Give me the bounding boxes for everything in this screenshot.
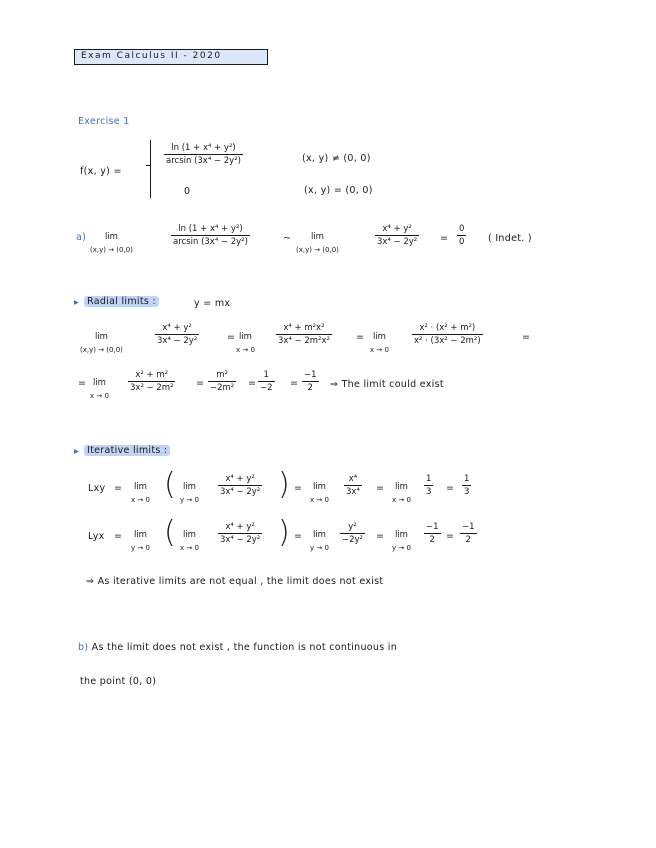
limit-operator: lim bbox=[394, 530, 408, 540]
limit-subscript: x → 0 bbox=[90, 392, 109, 400]
lxy-fraction bbox=[218, 474, 262, 497]
part-a-limit2 bbox=[296, 232, 339, 254]
radial-conclusion: ⇒ The limit could exist bbox=[330, 379, 444, 390]
fraction-numerator: x⁴ bbox=[348, 474, 358, 484]
lyx-result bbox=[460, 522, 477, 545]
limit-subscript: (x,y) → (0,0) bbox=[296, 246, 339, 254]
fraction-bar bbox=[208, 381, 236, 382]
fraction-numerator: 1 bbox=[464, 474, 470, 484]
limit-subscript: y → 0 bbox=[310, 544, 329, 552]
limit-operator: lim bbox=[312, 530, 326, 540]
radial-limit2 bbox=[236, 332, 255, 354]
radial-fraction4 bbox=[128, 370, 175, 393]
part-b-label: b) bbox=[78, 642, 89, 653]
bullet-icon: ▸ bbox=[74, 446, 80, 457]
fraction-bar bbox=[375, 235, 419, 236]
limit-subscript: (x,y) → (0,0) bbox=[90, 246, 133, 254]
fraction-denominator: 3x² − 2m² bbox=[130, 383, 174, 393]
limit-subscript: x → 0 bbox=[392, 496, 411, 504]
lxy-fraction2 bbox=[344, 474, 362, 497]
limit-operator: lim bbox=[133, 530, 147, 540]
close-paren: ) bbox=[278, 467, 290, 502]
limit-operator: lim bbox=[238, 332, 252, 342]
equals-sign: = bbox=[248, 378, 257, 389]
fraction-bar bbox=[460, 533, 477, 534]
lxy-outer-limit bbox=[131, 482, 150, 504]
radial-limit4 bbox=[90, 378, 109, 400]
limit-subscript: y → 0 bbox=[131, 544, 150, 552]
lyx-fraction3 bbox=[424, 522, 441, 545]
equals-sign: = bbox=[114, 483, 123, 494]
exercise-heading: Exercise 1 bbox=[78, 116, 130, 127]
equals-sign: = bbox=[78, 378, 87, 389]
fraction-denominator: 2 bbox=[429, 535, 435, 545]
fraction-denominator: −2y² bbox=[342, 535, 363, 545]
radial-limit1 bbox=[80, 332, 123, 354]
fraction-numerator: −1 bbox=[462, 522, 475, 532]
fraction-denominator: 2 bbox=[465, 535, 471, 545]
lxy-inner-limit bbox=[180, 482, 199, 504]
radial-fraction1 bbox=[155, 323, 199, 346]
part-a-similar: ~ bbox=[283, 233, 292, 244]
limit-subscript: y → 0 bbox=[392, 544, 411, 552]
fraction-denominator: 3x⁴ − 2y² bbox=[220, 535, 261, 545]
equals-sign: = bbox=[376, 483, 385, 494]
radial-fraction7 bbox=[302, 370, 319, 393]
function-lhs: f(x, y) = bbox=[80, 166, 122, 177]
piecewise-brace bbox=[150, 140, 157, 198]
fraction-numerator: x⁴ + y² bbox=[162, 323, 192, 333]
fraction-numerator: 1 bbox=[263, 370, 269, 380]
fraction-numerator: −1 bbox=[426, 522, 439, 532]
close-paren: ) bbox=[278, 515, 290, 550]
fraction-denominator: −2m² bbox=[210, 383, 235, 393]
equals-sign: = bbox=[356, 332, 365, 343]
fraction-numerator: y² bbox=[348, 522, 357, 532]
def-case2-value: 0 bbox=[184, 186, 191, 197]
limit-subscript: x → 0 bbox=[180, 544, 199, 552]
limit-operator: lim bbox=[182, 530, 196, 540]
radial-substitution: y = mx bbox=[194, 298, 231, 309]
fraction-denominator: 3x⁴ − 2y² bbox=[220, 487, 261, 497]
fraction-numerator: x⁴ + m²x² bbox=[283, 323, 325, 333]
part-a-fraction1 bbox=[171, 224, 250, 247]
fraction-bar bbox=[171, 235, 250, 236]
fraction-bar bbox=[457, 235, 466, 236]
equals-sign: = bbox=[114, 531, 123, 542]
fraction-bar bbox=[218, 485, 262, 486]
fraction-denominator: 3x⁴ bbox=[346, 487, 360, 497]
fraction-bar bbox=[128, 381, 175, 382]
limit-subscript: x → 0 bbox=[310, 496, 329, 504]
limit-operator: lim bbox=[92, 378, 106, 388]
open-paren: ( bbox=[164, 467, 176, 502]
radial-limit3 bbox=[370, 332, 389, 354]
radial-fraction6 bbox=[258, 370, 275, 393]
fraction-bar bbox=[218, 533, 262, 534]
fraction-denominator: 3 bbox=[426, 487, 432, 497]
fraction-bar bbox=[302, 381, 319, 382]
iterative-conclusion: ⇒ As iterative limits are not equal , the limit does not exist bbox=[86, 576, 384, 587]
equals-sign: = bbox=[522, 332, 531, 343]
fraction-numerator: −1 bbox=[304, 370, 317, 380]
limit-operator: lim bbox=[310, 232, 324, 242]
bullet-icon: ▸ bbox=[74, 297, 80, 308]
fraction-numerator: x⁴ + y² bbox=[225, 474, 255, 484]
def-case2-condition: (x, y) = (0, 0) bbox=[304, 185, 373, 196]
fraction-bar bbox=[276, 334, 332, 335]
open-paren: ( bbox=[164, 515, 176, 550]
limit-operator: lim bbox=[104, 232, 118, 242]
part-a-fraction3 bbox=[457, 224, 466, 247]
fraction-denominator: 3x⁴ − 2m²x² bbox=[278, 336, 330, 346]
fraction-numerator: ln (1 + x⁴ + y²) bbox=[178, 224, 243, 234]
lyx-fraction bbox=[218, 522, 262, 545]
fraction-denominator: −2 bbox=[260, 383, 273, 393]
radial-fraction5 bbox=[208, 370, 236, 393]
fraction-numerator: 0 bbox=[459, 224, 465, 234]
fraction-denominator: 3 bbox=[464, 487, 470, 497]
part-b-line2: the point (0, 0) bbox=[80, 676, 157, 687]
def-case1-den: arcsin (3x⁴ − 2y²) bbox=[166, 156, 241, 166]
lyx-limit3 bbox=[392, 530, 411, 552]
lxy-result bbox=[462, 474, 471, 497]
lyx-outer-limit bbox=[131, 530, 150, 552]
lyx-limit2 bbox=[310, 530, 329, 552]
fraction-denominator: 0 bbox=[459, 237, 465, 247]
equals-sign: = bbox=[227, 332, 236, 343]
fraction-bar bbox=[155, 334, 199, 335]
fraction-denominator: x² · (3x² − 2m²) bbox=[414, 336, 481, 346]
lyx-fraction2 bbox=[340, 522, 365, 545]
def-case1-condition: (x, y) ≠ (0, 0) bbox=[302, 153, 371, 164]
exam-title-box bbox=[74, 49, 268, 65]
fraction-bar bbox=[258, 381, 275, 382]
fraction-bar bbox=[412, 334, 483, 335]
fraction-numerator: x⁴ + y² bbox=[382, 224, 412, 234]
fraction-denominator: 3x⁴ − 2y² bbox=[157, 336, 198, 346]
lxy-symbol: Lxy bbox=[88, 483, 106, 494]
fraction-numerator: m² bbox=[216, 370, 228, 380]
part-a-label: a) bbox=[76, 232, 87, 243]
limit-operator: lim bbox=[394, 482, 408, 492]
limit-operator: lim bbox=[182, 482, 196, 492]
equals-sign: = bbox=[196, 378, 205, 389]
limit-subscript: y → 0 bbox=[180, 496, 199, 504]
fraction-bar bbox=[344, 485, 362, 486]
fraction-bar bbox=[164, 154, 243, 155]
lyx-symbol: Lyx bbox=[88, 531, 105, 542]
lxy-fraction3 bbox=[424, 474, 433, 497]
radial-fraction2 bbox=[276, 323, 332, 346]
fraction-bar bbox=[424, 533, 441, 534]
fraction-numerator: x² · (x² + m²) bbox=[419, 323, 476, 333]
equals-sign: = bbox=[440, 233, 449, 244]
limit-operator: lim bbox=[372, 332, 386, 342]
limit-subscript: x → 0 bbox=[370, 346, 389, 354]
part-a-fraction2 bbox=[375, 224, 419, 247]
part-b-line1 bbox=[78, 642, 397, 653]
fraction-bar bbox=[462, 485, 471, 486]
radial-limits-label: Radial limits : bbox=[84, 296, 159, 307]
part-a-limit1 bbox=[90, 232, 133, 254]
fraction-numerator: x² + m² bbox=[135, 370, 169, 380]
limit-operator: lim bbox=[94, 332, 108, 342]
equals-sign: = bbox=[376, 531, 385, 542]
fraction-denominator: 3x⁴ − 2y² bbox=[377, 237, 418, 247]
equals-sign: = bbox=[294, 483, 303, 494]
lyx-inner-limit bbox=[180, 530, 199, 552]
part-b-text: As the limit does not exist , the function is not continuous in bbox=[91, 642, 398, 653]
equals-sign: = bbox=[294, 531, 303, 542]
radial-fraction3 bbox=[412, 323, 483, 346]
fraction-denominator: 2 bbox=[307, 383, 313, 393]
indeterminate-note: ( Indet. ) bbox=[488, 233, 532, 244]
fraction-numerator: 1 bbox=[426, 474, 432, 484]
def-case1-num: ln (1 + x⁴ + y²) bbox=[171, 143, 236, 153]
fraction-bar bbox=[424, 485, 433, 486]
exam-title: Exam Calculus II - 2020 bbox=[81, 51, 222, 61]
equals-sign: = bbox=[290, 378, 299, 389]
iterative-limits-label: Iterative limits : bbox=[84, 445, 170, 456]
def-case1-fraction bbox=[164, 143, 243, 166]
fraction-bar bbox=[340, 533, 365, 534]
limit-subscript: x → 0 bbox=[236, 346, 255, 354]
limit-operator: lim bbox=[133, 482, 147, 492]
iterative-limits-heading bbox=[84, 445, 170, 456]
lxy-limit3 bbox=[392, 482, 411, 504]
lxy-limit2 bbox=[310, 482, 329, 504]
fraction-numerator: x⁴ + y² bbox=[225, 522, 255, 532]
equals-sign: = bbox=[446, 483, 455, 494]
limit-subscript: (x,y) → (0,0) bbox=[80, 346, 123, 354]
limit-subscript: x → 0 bbox=[131, 496, 150, 504]
limit-operator: lim bbox=[312, 482, 326, 492]
radial-limits-heading bbox=[84, 296, 159, 307]
equals-sign: = bbox=[446, 531, 455, 542]
fraction-denominator: arcsin (3x⁴ − 2y²) bbox=[173, 237, 248, 247]
